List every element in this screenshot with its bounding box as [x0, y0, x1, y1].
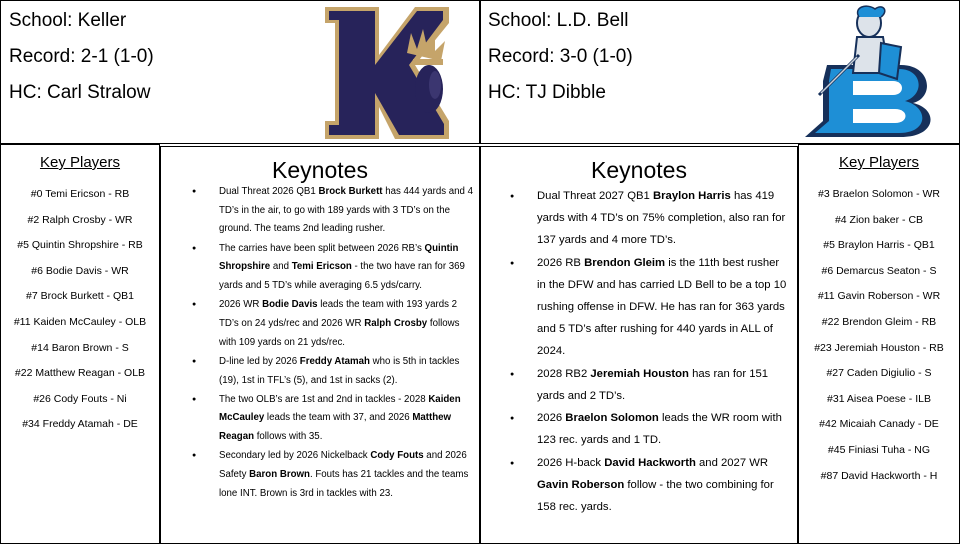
- key-player-item: #31 Aisea Poese - ILB: [827, 392, 931, 405]
- player-name: David Hackworth: [604, 457, 696, 470]
- keynote-text: . Fouts has 21 tackles and the teams lone INT. Brown is 3rd in tackles with 23.: [219, 469, 469, 499]
- ld-bell-logo-icon: [797, 3, 943, 141]
- left-keynotes-title: Keynotes: [272, 157, 368, 183]
- right-school: School: L.D. Bell: [488, 10, 629, 31]
- right-keynotes-list: [507, 185, 791, 519]
- key-player-item: #22 Brendon Gleim - RB: [821, 315, 937, 328]
- keynote-text: Dual Threat 2027 QB1: [537, 190, 653, 202]
- keynote-text: 2026: [537, 412, 566, 425]
- player-name: Ralph Crosby: [364, 317, 428, 329]
- key-player-item: #4 Zion baker - CB: [834, 213, 924, 226]
- key-player-item: #5 Braylon Harris - QB1: [823, 239, 935, 252]
- left-key-players-panel: [0, 144, 160, 544]
- player-name: Kaiden McCauley: [219, 393, 461, 424]
- player-name: Gavin Roberson: [537, 479, 625, 492]
- key-player-item: #6 Bodie Davis - WR: [31, 264, 129, 277]
- right-team-header: [480, 0, 960, 144]
- keynote-text: Secondary led by 2026 Nickelback: [219, 450, 371, 462]
- keynote-text: leads the WR room with 123 rec. yards and 1 TD.: [537, 412, 782, 447]
- player-name: Temi Ericson: [291, 261, 352, 273]
- key-player-item: #7 Brock Burkett - QB1: [26, 290, 134, 303]
- key-player-item: #45 Finiasi Tuha - NG: [827, 443, 931, 456]
- keynote-text: leads the team with 37, and 2026: [264, 412, 413, 424]
- left-record: Record: 2-1 (1-0): [9, 46, 154, 67]
- key-player-item: #23 Jeremiah Houston - RB: [814, 341, 944, 354]
- keynote-text: D-line led by 2026: [219, 355, 300, 367]
- keynote-text: and: [270, 261, 292, 273]
- key-player-item: #87 David Hackworth - H: [820, 469, 938, 482]
- keynote-text: 2026 WR: [219, 299, 263, 311]
- keynote-text: and 2027 WR: [695, 457, 769, 470]
- player-name: Braylon Harris: [652, 190, 731, 202]
- keynote-text: is the 11th best rusher in the DFW and has carried LD Bell to be a top 10 rushing offense in DFW. He has ran for 363 yards and 5 TD’s after rushing for 440 yards in ALL of 2024.: [537, 256, 787, 357]
- key-player-item: #11 Gavin Roberson - WR: [817, 290, 941, 303]
- left-school: School: Keller: [9, 10, 127, 31]
- right-record: Record: 3-0 (1-0): [488, 46, 633, 67]
- keynote-item: [507, 363, 791, 407]
- keynote-item: [189, 447, 473, 503]
- keynote-item: [507, 252, 791, 362]
- keynote-text: Dual Threat 2026 QB1: [219, 186, 319, 197]
- key-player-item: #42 Micaiah Canady - DE: [819, 418, 939, 431]
- keynote-text: follows with 35.: [254, 431, 323, 443]
- right-keynotes-title: Keynotes: [591, 157, 687, 183]
- player-name: Cody Fouts: [370, 450, 424, 462]
- keynote-text: follow - the two combining for 158 rec. yards.: [537, 479, 774, 514]
- keynote-text: 2026 RB: [537, 256, 585, 269]
- key-player-item: #22 Matthew Reagan - OLB: [14, 367, 146, 380]
- keynote-text: who is 5th in tackles (19), 1st in TFL’s (5), and 1st in sacks (2).: [219, 355, 460, 386]
- key-player-item: #6 Demarcus Seaton - S: [821, 264, 937, 277]
- left-key-players-title: Key Players: [39, 154, 121, 171]
- keynote-item: [189, 296, 473, 352]
- left-head-coach: HC: Carl Stralow: [9, 82, 151, 103]
- keynote-item: [507, 185, 791, 251]
- player-name: Bodie Davis: [262, 299, 318, 311]
- player-name: Quintin Shropshire: [219, 242, 459, 273]
- keynote-text: follows with 109 yards on 21 yds/rec.: [219, 317, 460, 348]
- player-name: Baron Brown: [249, 469, 310, 481]
- keynote-text: has 419 yards with 4 TD’s on 75% completion, also ran for 137 yards and 4 more TD’s.: [537, 190, 786, 246]
- keynote-item: [507, 407, 791, 451]
- key-player-item: #0 Temi Ericson - RB: [30, 188, 130, 200]
- left-key-players-list: [1, 182, 159, 438]
- right-key-players-panel: [798, 144, 960, 544]
- keynote-text: has ran for 151 yards and 2 TD’s.: [537, 367, 769, 402]
- key-player-item: #34 Freddy Atamah - DE: [22, 418, 138, 431]
- keynote-item: [189, 391, 473, 447]
- key-player-item: #26 Cody Fouts - Ni: [33, 392, 127, 405]
- key-player-item: #5 Quintin Shropshire - RB: [17, 239, 143, 252]
- key-player-item: #3 Braelon Solomon - WR: [818, 188, 940, 200]
- right-key-players-title: Key Players: [838, 154, 920, 171]
- keynote-text: - the two have ran for 369 yards and 5 TD’s while averaging 6.5 yds/carry.: [219, 261, 465, 292]
- keynote-text: and 2026 Safety: [219, 450, 467, 481]
- keynote-text: The two OLB’s are 1st and 2nd in tackles - 2028: [219, 393, 429, 405]
- keynote-text: 2026 H-back: [537, 457, 605, 470]
- player-name: Jeremiah Houston: [590, 367, 689, 380]
- left-team-header: [0, 0, 480, 144]
- keynote-text: leads the team with 193 yards 2 TD’s on 24 yds/rec and 2026 WR: [219, 299, 458, 329]
- keynote-item: [189, 353, 473, 390]
- keynote-item: [189, 183, 473, 239]
- left-keynotes-list: [189, 183, 473, 504]
- key-player-item: #27 Caden Digiulio - S: [826, 367, 932, 380]
- key-player-item: #11 Kaiden McCauley - OLB: [13, 315, 147, 328]
- keynote-text: 2028 RB2: [537, 367, 591, 380]
- player-name: Braelon Solomon: [565, 412, 659, 425]
- right-keynotes-panel: [480, 146, 798, 544]
- keynote-item: [189, 240, 473, 296]
- keynote-text: has 444 yards and 4 TD’s in the air, to go with 189 yards with 3 TD’s on the ground. The teams 2nd leading rusher.: [219, 186, 473, 235]
- right-key-players-list: [799, 182, 959, 489]
- keynote-text: The carries have been split between 2026 RB’s: [219, 242, 425, 254]
- left-keynotes-panel: [160, 146, 480, 544]
- player-name: Brendon Gleim: [584, 256, 666, 269]
- player-name: Freddy Atamah: [299, 355, 370, 367]
- player-name: Brock Burkett: [318, 186, 383, 197]
- keller-logo-icon: [323, 3, 453, 141]
- key-player-item: #14 Baron Brown - S: [31, 341, 129, 354]
- player-name: Matthew Reagan: [219, 412, 452, 443]
- keynote-item: [507, 452, 791, 518]
- right-head-coach: HC: TJ Dibble: [488, 82, 606, 103]
- key-player-item: #2 Ralph Crosby - WR: [27, 213, 133, 226]
